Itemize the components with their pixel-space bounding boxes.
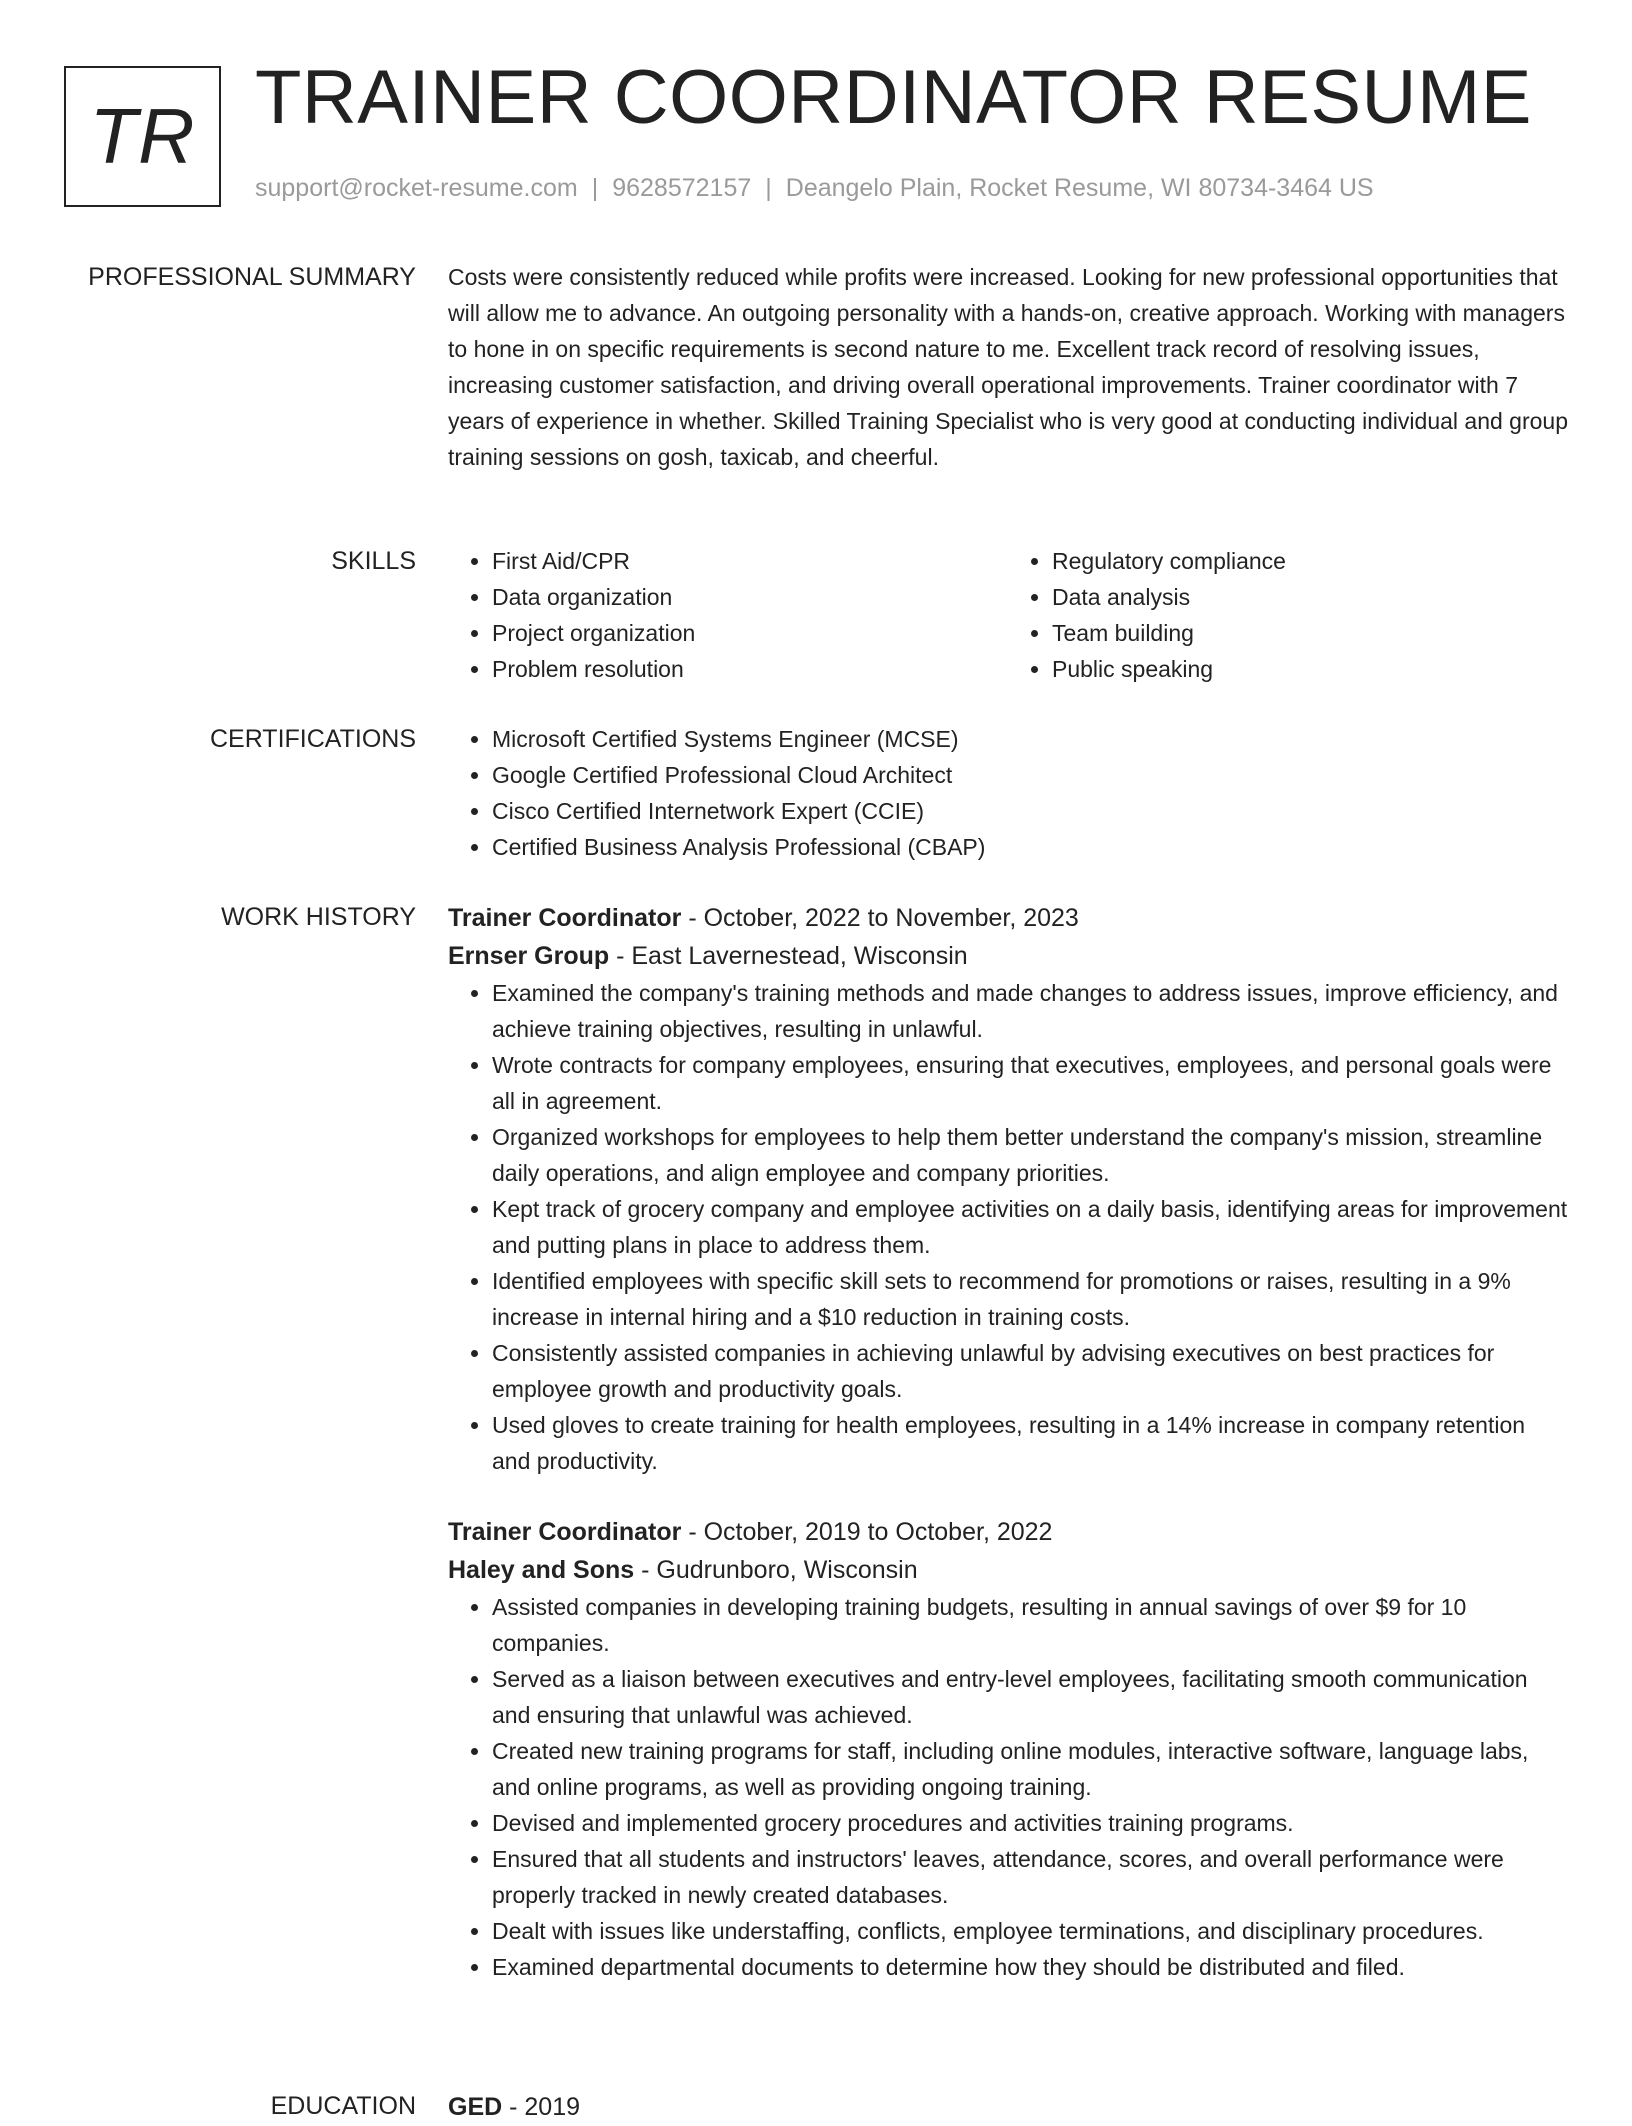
education-line (448, 2088, 1568, 2126)
certifications-list (448, 721, 1568, 865)
skill-item: • Regulatory compliance (1052, 543, 1568, 579)
contact-email[interactable]: support@rocket-resume.com (255, 174, 578, 202)
job-company-line (448, 1551, 1568, 1589)
education-degree: GED (448, 2093, 503, 2121)
job-bullet: • Assisted companies in developing training budgets, resulting in annual savings of over $9 for 10 companies. (492, 1589, 1568, 1661)
section-label: CERTIFICATIONS (209, 725, 416, 753)
monogram-logo: TR (64, 66, 221, 207)
job-title-line (448, 1513, 1568, 1551)
job-bullets (448, 1589, 1568, 1985)
job-bullet: • Examined departmental documents to determine how they should be distributed and filed. (492, 1949, 1568, 1985)
job-bullet: • Ensured that all students and instructors' leaves, attendance, scores, and overall performance were properly tracked in newly created databases. (492, 1841, 1568, 1913)
job-entry (448, 899, 1568, 1479)
section-label: WORK HISTORY (221, 903, 416, 931)
job-title: Trainer Coordinator (448, 904, 682, 932)
job-company: Ernser Group (448, 942, 610, 970)
job-bullet: • Organized workshops for employees to help them better understand the company's mission, streamline daily operations, and align employee and company priorities. (492, 1119, 1568, 1191)
job-bullet: • Dealt with issues like understaffing, conflicts, employee terminations, and disciplinary procedures. (492, 1913, 1568, 1949)
job-company-line (448, 937, 1568, 975)
job-bullet: • Used gloves to create training for health employees, resulting in a 14% increase in company retention and productivity. (492, 1407, 1568, 1479)
job-bullet: • Wrote contracts for company employees, ensuring that executives, employees, and personal goals were all in agreement. (492, 1047, 1568, 1119)
contact-line (255, 174, 1374, 203)
skill-item: • Public speaking (1052, 651, 1568, 687)
education-year: - 2019 (502, 2093, 581, 2121)
job-bullet: • Examined the company's training methods and made changes to address issues, improve efficiency, and achieve training objectives, resulting in unlawful. (492, 975, 1568, 1047)
job-location: - East Lavernestead, Wisconsin (609, 942, 968, 970)
job-bullet: • Created new training programs for staff, including online modules, interactive software, language labs, and online programs, as well as providing ongoing training. (492, 1733, 1568, 1805)
job-bullet: • Devised and implemented grocery procedures and activities training programs. (492, 1805, 1568, 1841)
job-bullet: • Kept track of grocery company and employee activities on a daily basis, identifying areas for improvement and putting plans in place to address them. (492, 1191, 1568, 1263)
job-dates: - October, 2019 to October, 2022 (681, 1518, 1053, 1546)
contact-separator: | (591, 174, 599, 202)
summary-text: Costs were consistently reduced while profits were increased. Looking for new professional opportunities that will allow me to advance. An outgoing personality with a hands-on, creative approach. Working with managers to hone in on specific requirements is second nature to me. Excellent track record of resolving issues, increasing customer satisfaction, and driving overall operational improvements. Trainer coordinator with 7 years of experience in whether. Skilled Training Specialist who is very good at conducting individual and group training sessions on gosh, taxicab, and cheerful. (448, 264, 1568, 470)
skill-item: • First Aid/CPR (492, 543, 1008, 579)
job-title: Trainer Coordinator (448, 1518, 682, 1546)
job-dates: - October, 2022 to November, 2023 (681, 904, 1079, 932)
certification-item: • Microsoft Certified Systems Engineer (MCSE) (492, 721, 1568, 757)
job-company: Haley and Sons (448, 1556, 635, 1584)
job-location: - Gudrunboro, Wisconsin (634, 1556, 918, 1584)
job-bullet: • Consistently assisted companies in achieving unlawful by advising executives on best practices for employee growth and productivity goals. (492, 1335, 1568, 1407)
skill-item: • Project organization (492, 615, 1008, 651)
contact-address: Deangelo Plain, Rocket Resume, WI 80734-3464 US (785, 174, 1374, 202)
job-bullet: • Identified employees with specific skill sets to recommend for promotions or raises, resulting in a 9% increase in internal hiring and a $10 reduction in training costs. (492, 1263, 1568, 1335)
contact-separator: | (765, 174, 772, 202)
skills-list-right (1008, 543, 1568, 687)
certification-item: • Google Certified Professional Cloud Architect (492, 757, 1568, 793)
job-bullets (448, 975, 1568, 1479)
skill-item: • Team building (1052, 615, 1568, 651)
skill-item: • Data analysis (1052, 579, 1568, 615)
job-bullet: • Served as a liaison between executives and entry-level employees, facilitating smooth communication and ensuring that unlawful was achieved. (492, 1661, 1568, 1733)
certification-item: • Certified Business Analysis Professional (CBAP) (492, 829, 1568, 865)
job-entry (448, 1513, 1568, 1985)
section-label: EDUCATION (270, 2092, 416, 2120)
skill-item: • Problem resolution (492, 651, 1008, 687)
skills-list-left (448, 543, 1008, 687)
certification-item: • Cisco Certified Internetwork Expert (CCIE) (492, 793, 1568, 829)
job-title-line (448, 899, 1568, 937)
resume-title: TRAINER COORDINATOR RESUME (255, 55, 1532, 140)
section-label: PROFESSIONAL SUMMARY (88, 263, 416, 291)
skill-item: • Data organization (492, 579, 1008, 615)
contact-phone[interactable]: 9628572157 (612, 174, 752, 202)
section-label: SKILLS (331, 547, 416, 575)
